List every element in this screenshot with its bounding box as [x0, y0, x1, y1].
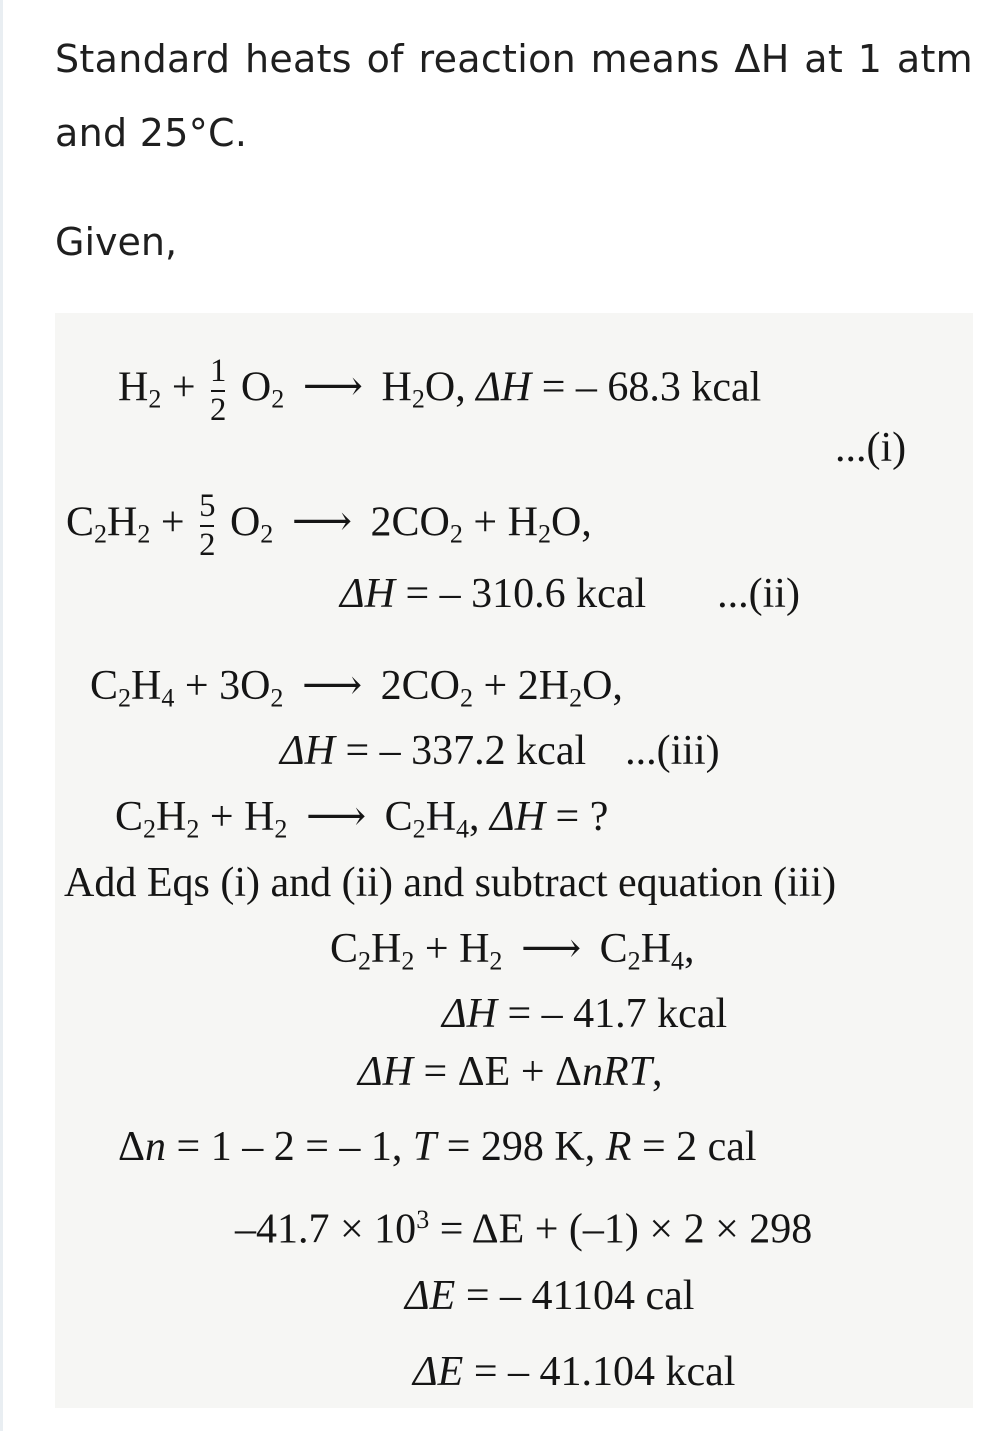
result-kcal: ΔE = – 41.104 kcal [413, 1349, 736, 1395]
reaction-arrow: ⟶ [302, 364, 363, 411]
given-label: Given, [55, 220, 178, 264]
equation-2: $C_2H_2$ + $\frac{5}{2}$ $O_2$ ⟶ $2CO_2 + H_2O$, [66, 488, 592, 563]
reaction-arrow: ⟶ [291, 499, 353, 546]
intro-text: Standard heats of reaction means ΔH at 1 atm and 25°C. [55, 37, 973, 155]
equation-3-ref: ...(iii) [625, 728, 720, 774]
result-cal: ΔE = – 41104 cal [405, 1273, 695, 1319]
equation-2-ref: ...(ii) [717, 571, 800, 617]
equation-3-enthalpy: ΔH = – 337.2 kcal ...(iii) [280, 728, 720, 774]
combined-enthalpy: ΔH = – 41.7 kcal [442, 991, 728, 1037]
equation-2-enthalpy: ΔH = – 310.6 kcal ...(ii) [340, 571, 800, 617]
reaction-arrow: ⟶ [301, 663, 363, 709]
given-values: Δn = 1 – 2 = – 1, T = 298 K, R = 2 cal [118, 1124, 757, 1170]
reaction-arrow: ⟶ [520, 926, 582, 972]
enthalpy-energy-relation: ΔH = ΔE + ΔnRT, [358, 1049, 663, 1095]
fraction-five-half: $\frac{5}{2}$ [199, 488, 216, 563]
left-border [0, 0, 3, 1431]
equation-3: $C_2H_4 + 3O_2$ ⟶ $2CO_2 + 2H_2O$, [90, 663, 623, 713]
equation-1: $H_2$ + $\frac{1}{2}$ $O_2$ ⟶ $H_2O$, ΔH = – 68.3 kcal [118, 353, 762, 428]
fraction-one-half: $\frac{1}{2}$ [210, 353, 227, 428]
combined-equation: $C_2H_2 + H_2$ ⟶ $C_2H_4$, [330, 926, 695, 976]
reaction-arrow: ⟶ [305, 794, 367, 840]
instruction-text: Add Eqs (i) and (ii) and subtract equation (iii) [64, 860, 837, 906]
substitution: $-41.7 \times 10^3 = \Delta E + (-1) \times 2 \times 298$ [235, 1205, 813, 1253]
equation-1-ref: ...(i) [835, 425, 907, 471]
target-equation: $C_2H_2 + H_2$ ⟶ $C_2H_4$, ΔH = ? [115, 794, 609, 844]
